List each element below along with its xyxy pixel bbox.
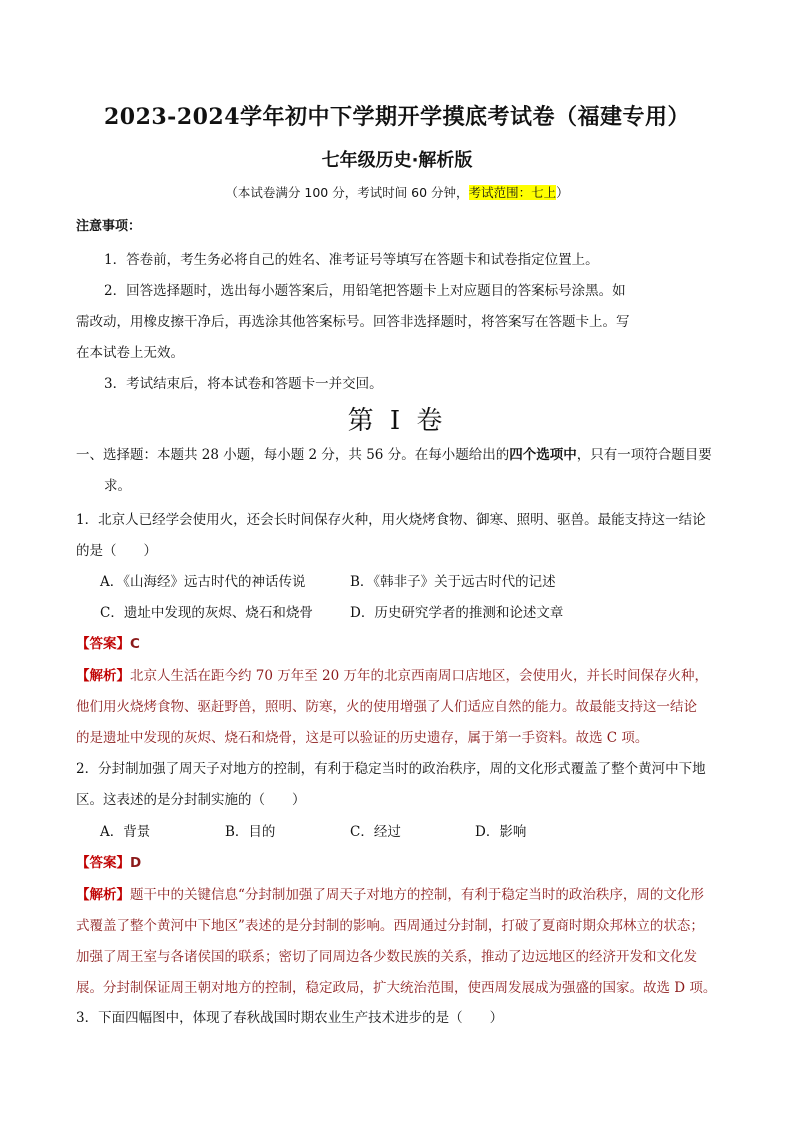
page-subtitle: 七年级历史·解析版 (321, 150, 473, 171)
question-stem: 3．下面四幅图中，体现了春秋战国时期农业生产技术进步的是（ ） (76, 1010, 504, 1026)
analysis-label: 【解析】 (76, 887, 130, 903)
option-a: A．《山海经》远古时代的神话传说 (100, 574, 306, 590)
notice-item: 在本试卷上无效。 (76, 345, 184, 361)
question-stem: 区。这表述的是分封制实施的（ ） (76, 792, 306, 808)
meta-suffix: ） (556, 185, 569, 200)
notice-item: 1．答卷前，考生务必将自己的姓名、准考证号等填写在答题卡和试卷指定位置上。 (104, 252, 599, 268)
option-c: C．遗址中发现的灰烬、烧石和烧骨 (100, 605, 313, 621)
section-intro-line2: 求。 (104, 478, 131, 494)
analysis-text: 北京人生活在距今约 70 万年至 20 万年的北京西南周口店地区，会使用火，并长时间保存火种， (130, 668, 709, 684)
meta-highlight: 考试范围：七上 (468, 185, 557, 200)
option-b: B．目的 (225, 824, 276, 840)
analysis-label: 【解析】 (76, 668, 130, 684)
question-stem: 2．分封制加强了周天子对地方的控制，有利于稳定当时的政治秩序，周的文化形式覆盖了整个黄河中下地 (76, 761, 706, 777)
option-a: A．背景 (100, 824, 151, 840)
option-d: D．历史研究学者的推测和论述文章 (350, 605, 564, 621)
question-stem: 的是（ ） (76, 543, 157, 559)
answer-value: C (130, 636, 140, 652)
answer-value: D (130, 855, 142, 871)
exam-meta (0, 183, 794, 201)
analysis-text: 加强了周王室与各诸侯国的联系；密切了同周边各少数民族的关系，推动了边远地区的经济开发和文化发 (76, 949, 697, 965)
option-d: D．影响 (475, 824, 527, 840)
intro-prefix: 一、选择题：本题共 28 小题，每小题 2 分，共 56 分。在每小题给出的 (76, 447, 510, 463)
notice-item: 2．回答选择题时，选出每小题答案后，用铅笔把答题卡上对应题目的答案标号涂黑。如 (104, 283, 626, 299)
intro-bold: 四个选项中 (509, 447, 577, 463)
analysis-text: 题干中的关键信息“分封制加强了周天子对地方的控制，有利于稳定当时的政治秩序，周的文化形 (130, 887, 704, 903)
option-b: B．《韩非子》关于远古时代的记述 (350, 574, 556, 590)
notice-title: 注意事项： (76, 219, 142, 234)
answer-line (76, 632, 140, 652)
analysis-text: 的是遗址中发现的灰烬、烧石和烧骨，这是可以验证的历史遗存，属于第一手资料。故选 C 项。 (76, 730, 649, 746)
notice-item: 需改动，用橡皮擦干净后，再选涂其他答案标号。回答非选择题时，将答案写在答题卡上。写 (76, 314, 630, 330)
option-c: C．经过 (350, 824, 401, 840)
notice-item: 3．考试结束后，将本试卷和答题卡一并交回。 (104, 376, 383, 392)
section-intro (76, 443, 712, 463)
meta-prefix: （本试卷满分 100 分，考试时间 60 分钟， (225, 185, 469, 200)
section-heading: 第 I 卷 (347, 406, 447, 436)
analysis-text: 他们用火烧烤食物、驱赶野兽，照明、防寒，火的使用增强了人们适应自然的能力。故最能支持这一结论 (76, 699, 697, 715)
intro-suffix: ，只有一项符合题目要 (576, 447, 712, 463)
answer-label: 【答案】 (76, 636, 130, 652)
page-title: 2023-2024学年初中下学期开学摸底考试卷（福建专用） (103, 104, 691, 130)
analysis-line (76, 664, 708, 684)
analysis-line (76, 883, 704, 903)
question-stem: 1．北京人已经学会使用火，还会长时间保存火种，用火烧烤食物、御寒、照明、驱兽。最能支持这一结论 (76, 512, 706, 528)
answer-line (76, 851, 141, 871)
answer-label: 【答案】 (76, 855, 130, 871)
analysis-text: 式覆盖了整个黄河中下地区”表述的是分封制的影响。西周通过分封制，打破了夏商时期众邦林立的状态； (76, 918, 704, 934)
analysis-text: 展。分封制保证周王朝对地方的控制，稳定政局，扩大统治范围，使西周发展成为强盛的国家。故选 D 项。 (76, 980, 717, 996)
